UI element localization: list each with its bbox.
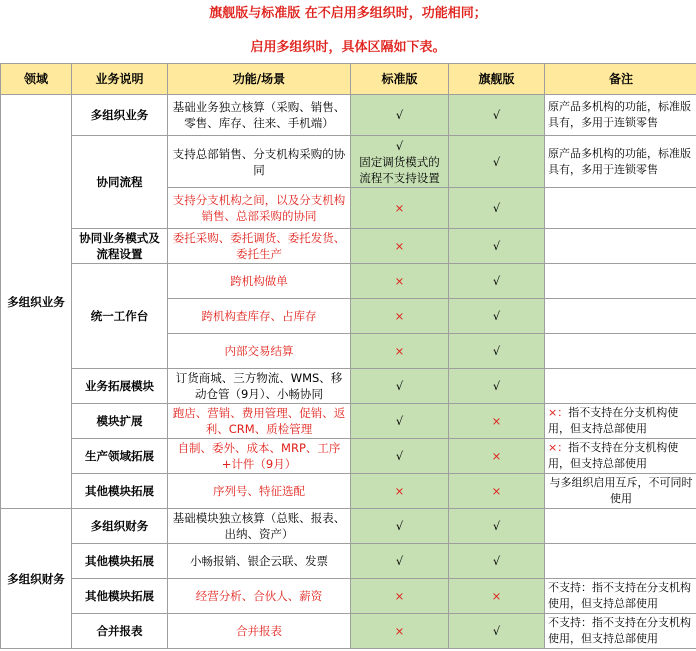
biz-cell: 模块扩展 (72, 404, 168, 439)
flagship-cell: × (449, 474, 545, 509)
note-cell (545, 264, 696, 299)
flagship-cell: × (449, 439, 545, 474)
table-row (1, 509, 696, 544)
standard-cell: × (351, 188, 449, 229)
note-cell: 与多组织启用互斥，不可同时使用 (545, 474, 696, 509)
biz-cell: 业务拓展模块 (72, 369, 168, 404)
flagship-cell: √ (449, 614, 545, 649)
standard-cell: √ (351, 404, 449, 439)
func-cell: 订货商城、三方物流、WMS、移动仓管（9月）、小畅协同 (168, 369, 351, 404)
standard-extra: 固定调货模式的流程不支持设置 (359, 154, 440, 185)
func-cell: 经营分析、合伙人、薪资 (168, 579, 351, 614)
flagship-cell: × (449, 579, 545, 614)
note-mark: ×： (548, 441, 569, 454)
func-cell: 基础业务独立核算（采购、销售、零售、库存、往来、手机端） (168, 95, 351, 136)
func-cell: 跑店、营销、费用管理、促销、返利、CRM、质检管理 (168, 404, 351, 439)
func-cell: 自制、委外、成本、MRP、工序+计件（9月） (168, 439, 351, 474)
standard-mark: √ (395, 138, 404, 153)
func-cell: 小畅报销、银企云联、发票 (168, 544, 351, 579)
table-row (1, 95, 696, 136)
note-text: 指不支持在分支机构使用，但支持总部使用 (548, 441, 679, 470)
header-flagship: 旗舰版 (449, 64, 545, 95)
note-mark: ×： (548, 406, 569, 419)
header-note: 备注 (545, 64, 696, 95)
header-row (1, 64, 696, 95)
flagship-cell: √ (449, 188, 545, 229)
note-cell (545, 188, 696, 229)
biz-cell: 协同流程 (72, 136, 168, 229)
biz-cell: 协同业务模式及流程设置 (72, 229, 168, 264)
note-cell (545, 404, 696, 439)
note-cell (545, 299, 696, 334)
table-row (1, 439, 696, 474)
biz-cell: 生产领域拓展 (72, 439, 168, 474)
standard-cell: × (351, 579, 449, 614)
table-row (1, 474, 696, 509)
standard-cell: √ (351, 544, 449, 579)
comparison-table (0, 63, 696, 649)
note-cell: 原产品多机构的功能，标准版具有，多用于连锁零售 (545, 95, 696, 136)
func-cell: 合并报表 (168, 614, 351, 649)
biz-cell: 统一工作台 (72, 264, 168, 369)
table-row (1, 136, 696, 188)
note-cell (545, 369, 696, 404)
table-row (1, 579, 696, 614)
func-cell: 序列号、特征选配 (168, 474, 351, 509)
header-function: 功能/场景 (168, 64, 351, 95)
standard-cell: × (351, 474, 449, 509)
flagship-cell: √ (449, 229, 545, 264)
standard-cell: × (351, 229, 449, 264)
note-cell (545, 229, 696, 264)
func-cell: 支持分支机构之间，以及分支机构销售、总部采购的协同 (168, 188, 351, 229)
domain-cell: 多组织业务 (1, 95, 72, 509)
header-business: 业务说明 (72, 64, 168, 95)
note-cell (545, 509, 696, 544)
table-row (1, 614, 696, 649)
note-cell (545, 439, 696, 474)
table-row (1, 229, 696, 264)
standard-cell: √ (351, 439, 449, 474)
biz-cell: 其他模块拓展 (72, 579, 168, 614)
standard-cell: √ (351, 509, 449, 544)
domain-cell: 多组织财务 (1, 509, 72, 649)
note-cell: 不支持：指不支持在分支机构使用，但支持总部使用 (545, 579, 696, 614)
title-line-1: 旗舰版与标准版 在不启用多组织时，功能相同； (209, 6, 487, 21)
note-cell (545, 544, 696, 579)
table-row (1, 544, 696, 579)
standard-cell: × (351, 334, 449, 369)
standard-cell: × (351, 299, 449, 334)
func-cell: 基础模块独立核算（总账、报表、出纳、资产） (168, 509, 351, 544)
biz-cell: 其他模块拓展 (72, 544, 168, 579)
standard-cell (351, 136, 449, 188)
biz-cell: 多组织业务 (72, 95, 168, 136)
flagship-cell: √ (449, 264, 545, 299)
table-row (1, 369, 696, 404)
standard-cell: × (351, 264, 449, 299)
biz-cell: 其他模块拓展 (72, 474, 168, 509)
flagship-cell: √ (449, 334, 545, 369)
biz-cell: 合并报表 (72, 614, 168, 649)
func-cell: 内部交易结算 (168, 334, 351, 369)
header-domain: 领域 (1, 64, 72, 95)
biz-cell: 多组织财务 (72, 509, 168, 544)
func-cell: 跨机构做单 (168, 264, 351, 299)
flagship-cell: √ (449, 509, 545, 544)
note-cell (545, 334, 696, 369)
note-cell: 不支持：指不支持在分支机构使用，但支持总部使用 (545, 614, 696, 649)
func-cell: 支持总部销售、分支机构采购的协同 (168, 136, 351, 188)
flagship-cell: √ (449, 136, 545, 188)
flagship-cell: × (449, 404, 545, 439)
standard-cell: √ (351, 369, 449, 404)
func-cell: 跨机构查库存、占库存 (168, 299, 351, 334)
table-row (1, 404, 696, 439)
table-row (1, 264, 696, 299)
flagship-cell: √ (449, 544, 545, 579)
header-standard: 标准版 (351, 64, 449, 95)
standard-cell: √ (351, 95, 449, 136)
flagship-cell: √ (449, 369, 545, 404)
title-line-2: 启用多组织时，具体区隔如下表。 (250, 40, 446, 55)
standard-cell: × (351, 614, 449, 649)
note-cell: 原产品多机构的功能，标准版具有，多用于连锁零售 (545, 136, 696, 188)
flagship-cell: √ (449, 299, 545, 334)
func-cell: 委托采购、委托调货、委托发货、委托生产 (168, 229, 351, 264)
note-text: 指不支持在分支机构使用，但支持总部使用 (548, 406, 679, 435)
flagship-cell: √ (449, 95, 545, 136)
